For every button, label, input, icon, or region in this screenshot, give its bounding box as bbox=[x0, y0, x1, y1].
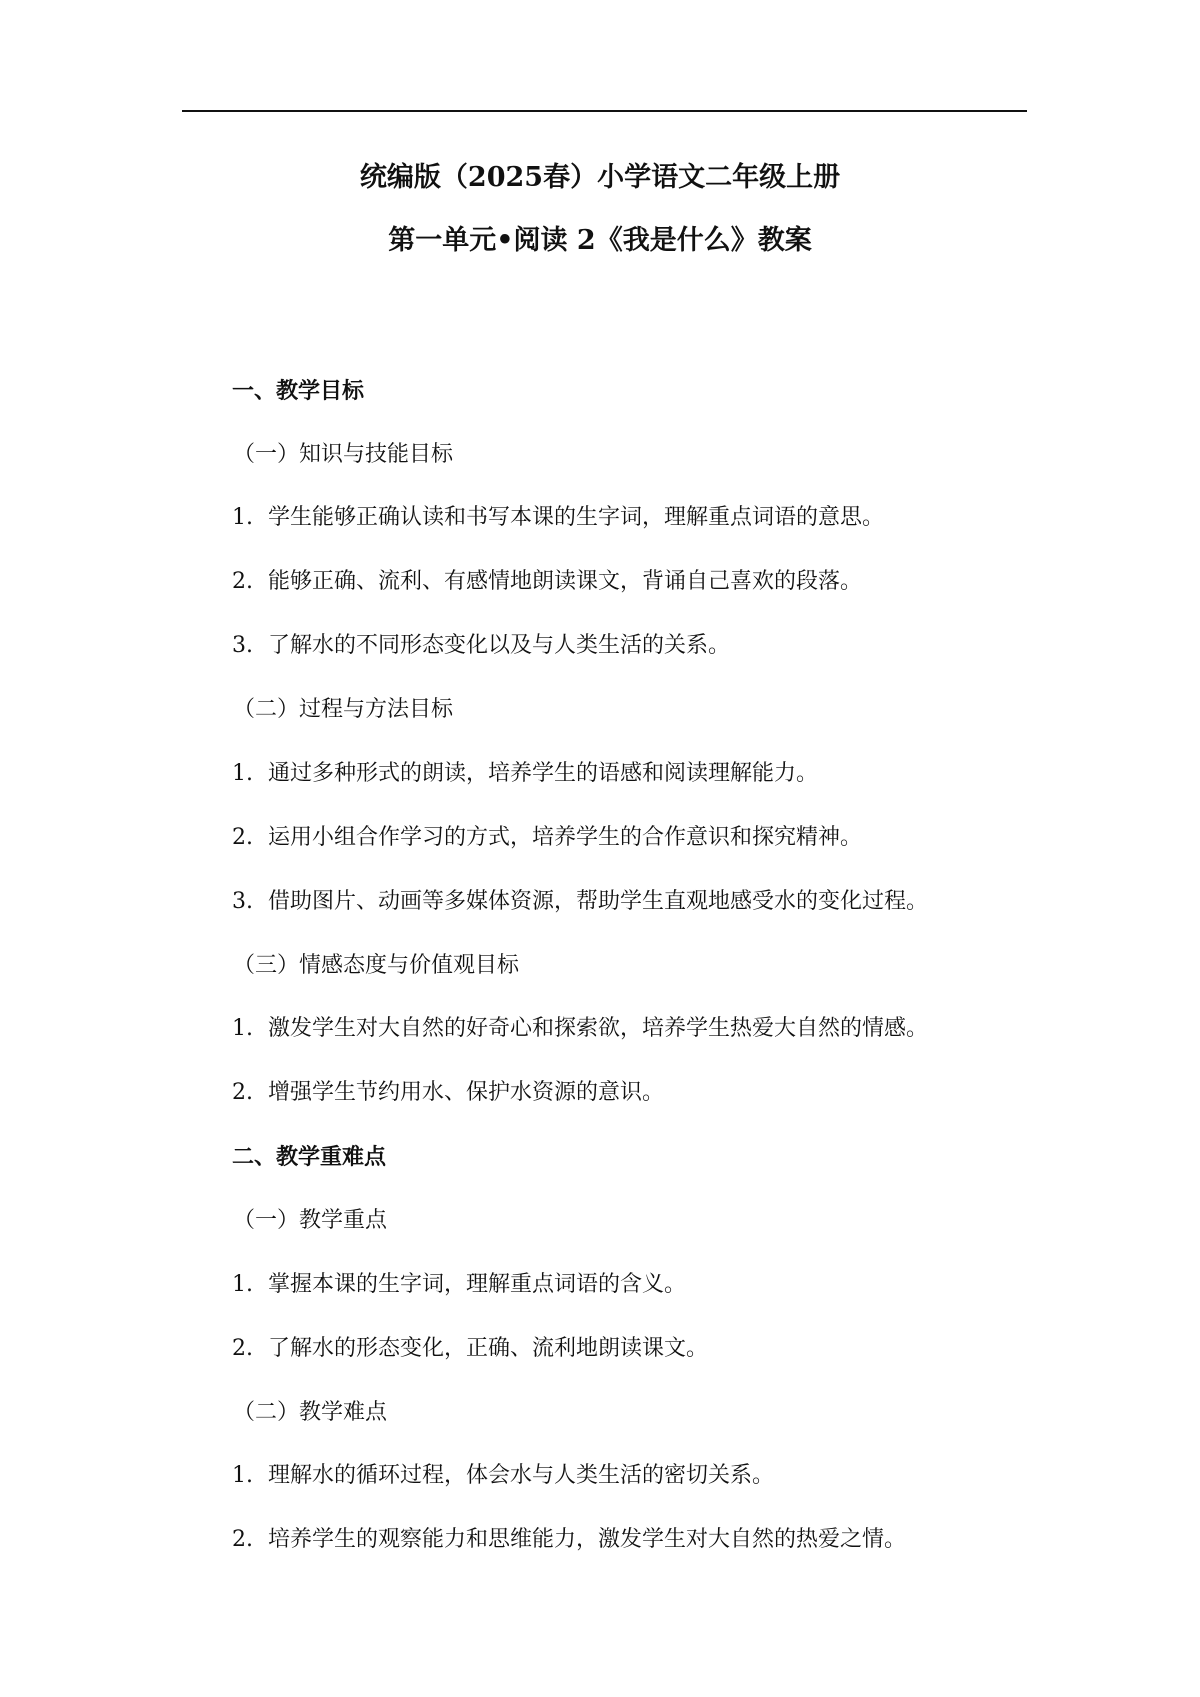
subsection-heading: （二）教学难点 bbox=[233, 1400, 388, 1425]
subsection-heading: （二）过程与方法目标 bbox=[233, 697, 454, 722]
list-item-number: 2. bbox=[232, 1336, 253, 1361]
subsection-heading: （三）情感态度与价值观目标 bbox=[233, 953, 520, 978]
list-item-text: 理解水的循环过程，体会水与人类生活的密切关系。 bbox=[268, 1463, 775, 1488]
list-item-text: 运用小组合作学习的方式，培养学生的合作意识和探究精神。 bbox=[268, 825, 863, 850]
list-item-text: 借助图片、动画等多媒体资源，帮助学生直观地感受水的变化过程。 bbox=[268, 889, 929, 914]
list-item bbox=[232, 1270, 686, 1300]
list-item-text: 激发学生对大自然的好奇心和探索欲，培养学生热爱大自然的情感。 bbox=[268, 1016, 929, 1041]
list-item-text: 学生能够正确认读和书写本课的生字词，理解重点词语的意思。 bbox=[268, 505, 885, 530]
list-item-text: 增强学生节约用水、保护水资源的意识。 bbox=[268, 1080, 665, 1105]
list-item-number: 2. bbox=[232, 1080, 253, 1105]
subsection-heading: （一）教学重点 bbox=[233, 1208, 388, 1233]
document-subtitle: 第一单元•阅读 2《我是什么》教案 bbox=[388, 225, 812, 256]
list-item bbox=[232, 1334, 708, 1364]
list-item bbox=[232, 887, 928, 917]
list-item-number: 3. bbox=[232, 889, 253, 914]
list-item bbox=[232, 503, 884, 533]
list-item bbox=[232, 567, 862, 597]
list-item-number: 2. bbox=[232, 1527, 253, 1552]
list-item bbox=[232, 1078, 664, 1108]
list-item bbox=[232, 631, 730, 661]
subsection-heading: （一）知识与技能目标 bbox=[233, 442, 454, 467]
document-title: 统编版（2025春）小学语文二年级上册 bbox=[359, 162, 841, 193]
list-item-number: 3. bbox=[232, 633, 253, 658]
list-item-number: 2. bbox=[232, 825, 253, 850]
list-item-number: 1. bbox=[232, 1016, 253, 1041]
list-item bbox=[232, 1014, 928, 1044]
list-item bbox=[232, 823, 862, 853]
list-item bbox=[232, 1525, 906, 1555]
section-heading: 一、教学目标 bbox=[232, 378, 365, 404]
list-item bbox=[232, 1461, 774, 1491]
list-item-text: 能够正确、流利、有感情地朗读课文，背诵自己喜欢的段落。 bbox=[268, 569, 863, 594]
header-rule bbox=[182, 110, 1027, 112]
list-item-number: 1. bbox=[232, 1463, 253, 1488]
list-item bbox=[232, 759, 818, 789]
list-item-text: 培养学生的观察能力和思维能力，激发学生对大自然的热爱之情。 bbox=[268, 1527, 907, 1552]
list-item-number: 1. bbox=[232, 761, 253, 786]
list-item-number: 2. bbox=[232, 569, 253, 594]
list-item-text: 通过多种形式的朗读，培养学生的语感和阅读理解能力。 bbox=[268, 761, 819, 786]
list-item-text: 了解水的形态变化，正确、流利地朗读课文。 bbox=[268, 1336, 709, 1361]
list-item-text: 掌握本课的生字词，理解重点词语的含义。 bbox=[268, 1272, 687, 1297]
list-item-text: 了解水的不同形态变化以及与人类生活的关系。 bbox=[268, 633, 731, 658]
section-heading: 二、教学重难点 bbox=[232, 1144, 387, 1170]
list-item-number: 1. bbox=[232, 505, 253, 530]
list-item-number: 1. bbox=[232, 1272, 253, 1297]
